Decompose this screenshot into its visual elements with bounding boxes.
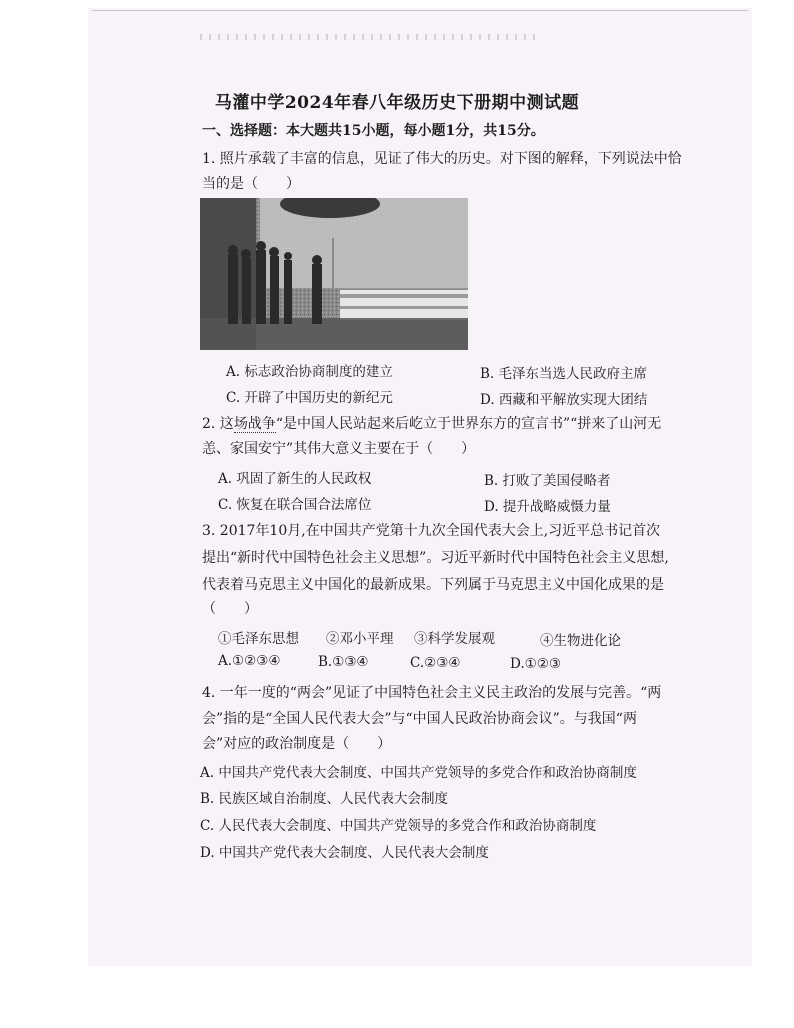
q1-option-c[interactable]: C. 开辟了中国历史的新纪元	[226, 390, 393, 406]
q4-line-3: 会”对应的政治制度是（ ）	[202, 736, 392, 752]
q3-item-1: ①毛泽东思想	[218, 631, 299, 647]
q3-line-2: 提出“新时代中国特色社会主义思想”。习近平新时代中国特色社会主义思想,	[202, 550, 669, 566]
q2-option-b[interactable]: B. 打败了美国侵略者	[484, 473, 611, 489]
q4-option-b[interactable]: B. 民族区域自治制度、人民代表大会制度	[200, 791, 449, 807]
q2-line-1-start: 2. 这	[202, 416, 234, 432]
q1-line-2: 当的是（ ）	[202, 176, 300, 192]
q3-item-2: ②邓小平理	[326, 631, 394, 647]
q2-option-a[interactable]: A. 巩固了新生的人民政权	[218, 471, 372, 487]
exam-title: 马灌中学2024年春八年级历史下册期中测试题	[214, 93, 580, 113]
q3-option-d[interactable]: D.①②③	[510, 656, 561, 672]
q4-option-a[interactable]: A. 中国共产党代表大会制度、中国共产党领导的多党合作和政治协商制度	[200, 765, 637, 781]
paper-edge	[92, 10, 748, 11]
historical-photo	[200, 198, 468, 350]
q4-option-d[interactable]: D. 中国共产党代表大会制度、人民代表大会制度	[200, 845, 489, 861]
q3-option-a[interactable]: A.①②③④	[218, 653, 281, 669]
q2-option-c[interactable]: C. 恢复在联合国合法席位	[218, 497, 372, 513]
q1-option-d[interactable]: D. 西藏和平解放实现大团结	[480, 392, 648, 408]
q3-line-1: 3. 2017年10月,在中国共产党第十九次全国代表大会上,习近平总书记首次	[202, 523, 661, 539]
q1-option-a[interactable]: A. 标志政治协商制度的建立	[226, 364, 393, 380]
scan-noise	[200, 34, 540, 40]
section-heading: 一、选择题：本大题共15小题，每小题1分，共15分。	[202, 123, 545, 139]
q3-item-3: ③科学发展观	[414, 631, 495, 647]
q2-line-1	[202, 413, 661, 433]
q2-option-d[interactable]: D. 提升战略威慑力量	[484, 499, 611, 515]
q2-line-2: 恙、家国安宁”其伟大意义主要在于（ ）	[202, 441, 476, 457]
q2-marked-phrase: 场战争	[233, 416, 276, 432]
q4-line-2: 会”指的是“全国人民代表大会”与“中国人民政治协商会议”。与我国“两	[202, 711, 637, 727]
q4-option-c[interactable]: C. 人民代表大会制度、中国共产党领导的多党合作和政治协商制度	[200, 818, 597, 834]
q3-option-c[interactable]: C.②③④	[410, 655, 461, 671]
q1-line-1: 1. 照片承载了丰富的信息，见证了伟大的历史。对下图的解释，下列说法中恰	[202, 151, 682, 167]
q2-line-1-end: “是中国人民站起来后屹立于世界东方的宣言书”“拼来了山河无	[275, 416, 662, 432]
q4-line-1: 4. 一年一度的“两会”见证了中国特色社会主义民主政治的发展与完善。“两	[202, 685, 662, 701]
q3-option-b[interactable]: B.①③④	[318, 654, 369, 670]
q3-line-4: （ ）	[202, 601, 258, 617]
q3-item-4: ④生物进化论	[540, 633, 621, 649]
q3-line-3: 代表着马克思主义中国化的最新成果。下列属于马克思主义中国化成果的是	[202, 577, 664, 593]
q1-option-b[interactable]: B. 毛泽东当选人民政府主席	[480, 366, 648, 382]
